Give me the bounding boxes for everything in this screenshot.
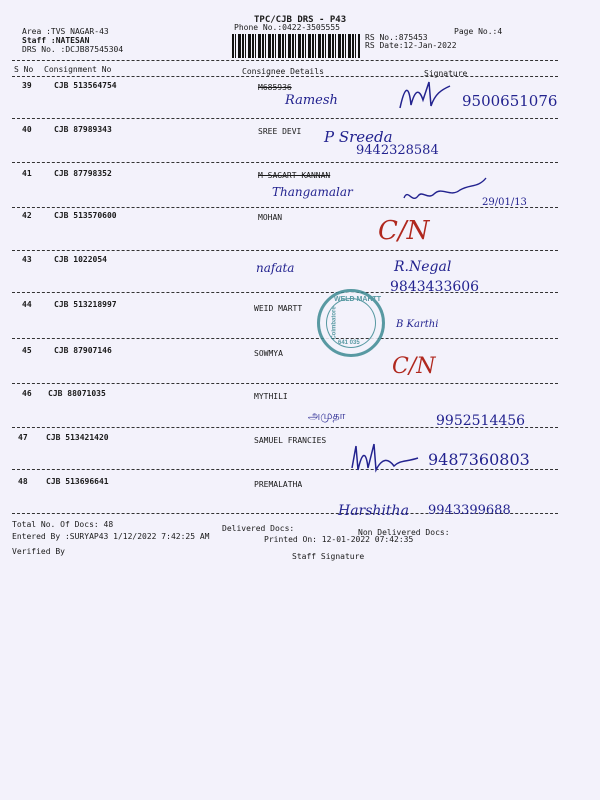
printed-on: Printed On: 12-01-2022 07:42:35	[264, 535, 414, 544]
barcode-image	[232, 34, 360, 58]
handwritten-name: Thangamalar	[272, 185, 353, 199]
handwritten-name: Harshitha	[338, 503, 409, 519]
row-divider	[12, 338, 558, 339]
handwritten-name: Ramesh	[285, 93, 338, 108]
row-consignment: CJB 87798352	[54, 169, 112, 178]
row-consignment: CJB 513570600	[54, 211, 117, 220]
row-sno: 46	[22, 389, 32, 398]
row-consignment: CJB 1022054	[54, 255, 107, 264]
non-delivered-docs: Non Delivered Docs:	[358, 528, 450, 537]
handwritten-phone: 9943399688	[428, 503, 511, 518]
row-consignment: CJB 513218997	[54, 300, 117, 309]
staff-signature: Staff Signature	[292, 552, 365, 561]
row-divider	[12, 469, 558, 470]
row-consignee: SREE DEVI	[258, 127, 302, 136]
row-sno: 44	[22, 300, 32, 309]
row-consignee: MYTHILI	[254, 392, 288, 401]
row-consignee: PREMALATHA	[254, 480, 303, 489]
row-consignment: CJB 513696641	[46, 477, 109, 486]
row-divider	[12, 383, 558, 384]
report-title: TPC/CJB DRS - P43	[254, 15, 347, 25]
row-sno: 42	[22, 211, 32, 220]
row-sno: 45	[22, 346, 32, 355]
handwritten-phone: 9442328584	[356, 143, 439, 158]
handwritten-signature: B Karthi	[396, 319, 439, 330]
company-stamp	[317, 289, 385, 357]
handwritten-cn-mark: C/N	[392, 354, 436, 379]
handwritten-date: 29/01/13	[482, 197, 527, 208]
row-consignment: CJB 513564754	[54, 81, 117, 90]
col-consignment: Consignment No	[44, 65, 112, 74]
signature-scribble	[395, 80, 455, 114]
row-consignee: M685936	[258, 83, 292, 92]
col-sno: S No	[14, 65, 34, 74]
handwritten-phone: 9843433606	[390, 279, 480, 295]
signature-scribble	[400, 174, 490, 208]
row-sno: 39	[22, 81, 32, 90]
rs-date: RS Date:12-Jan-2022	[365, 41, 457, 50]
row-consignment: CJB 87989343	[54, 125, 112, 134]
entered-by: Entered By :SURYAP43 1/12/2022 7:42:25 AM	[12, 532, 210, 541]
stamp-top-text: WELD MARTT	[334, 296, 382, 303]
handwritten-phone: 9952514456	[436, 413, 526, 429]
row-sno: 47	[18, 433, 28, 442]
row-consignment: CJB 88071035	[48, 389, 106, 398]
handwritten-phone: 9500651076	[462, 92, 558, 110]
col-signature: Signature	[424, 69, 468, 78]
row-sno: 40	[22, 125, 32, 134]
row-consignment: CJB 87907146	[54, 346, 112, 355]
handwritten-name: P Sreeda	[324, 128, 393, 146]
delivered-docs: Delivered Docs:	[222, 524, 295, 533]
total-docs: Total No. Of Docs: 48	[12, 520, 114, 529]
row-sno: 48	[18, 477, 28, 486]
row-consignment: CJB 513421420	[46, 433, 109, 442]
header-divider-bottom	[12, 76, 558, 77]
drs-number: DRS No. :DCJB87545304	[22, 45, 124, 54]
row-divider	[12, 118, 558, 119]
phone-number: Phone No.:0422-3505555	[234, 23, 340, 32]
rs-number: RS No.:875453	[365, 33, 428, 42]
row-sno: 41	[22, 169, 32, 178]
handwritten-phone: 9487360803	[428, 450, 530, 469]
row-divider	[12, 162, 558, 163]
signature-scribble	[348, 440, 428, 476]
area-label: Area :TVS NAGAR-43	[22, 27, 109, 36]
stamp-code-text: 641 035	[338, 340, 360, 346]
row-consignee: M SAGART KANNAN	[258, 171, 331, 180]
verified-by: Verified By	[12, 547, 65, 556]
handwritten-cn-mark: C/N	[378, 216, 430, 246]
handwritten-name-2: R.Negal	[394, 259, 452, 275]
row-divider	[12, 250, 558, 251]
handwritten-name: nafata	[256, 261, 295, 275]
row-consignee: SOWMYA	[254, 349, 283, 358]
row-sno: 43	[22, 255, 32, 264]
row-consignee: MOHAN	[258, 213, 283, 222]
page-number: Page No.:4	[454, 27, 503, 36]
row-consignee: SAMUEL FRANCIES	[254, 436, 327, 445]
stamp-side-text: Coimbatore	[331, 306, 338, 340]
handwritten-name: அமுதா	[308, 409, 346, 422]
staff-label: Staff :NATESAN	[22, 36, 90, 45]
header-divider-top	[12, 60, 558, 61]
row-consignee: WEID MARTT	[254, 304, 303, 313]
col-consignee: Consignee Details	[242, 67, 324, 76]
